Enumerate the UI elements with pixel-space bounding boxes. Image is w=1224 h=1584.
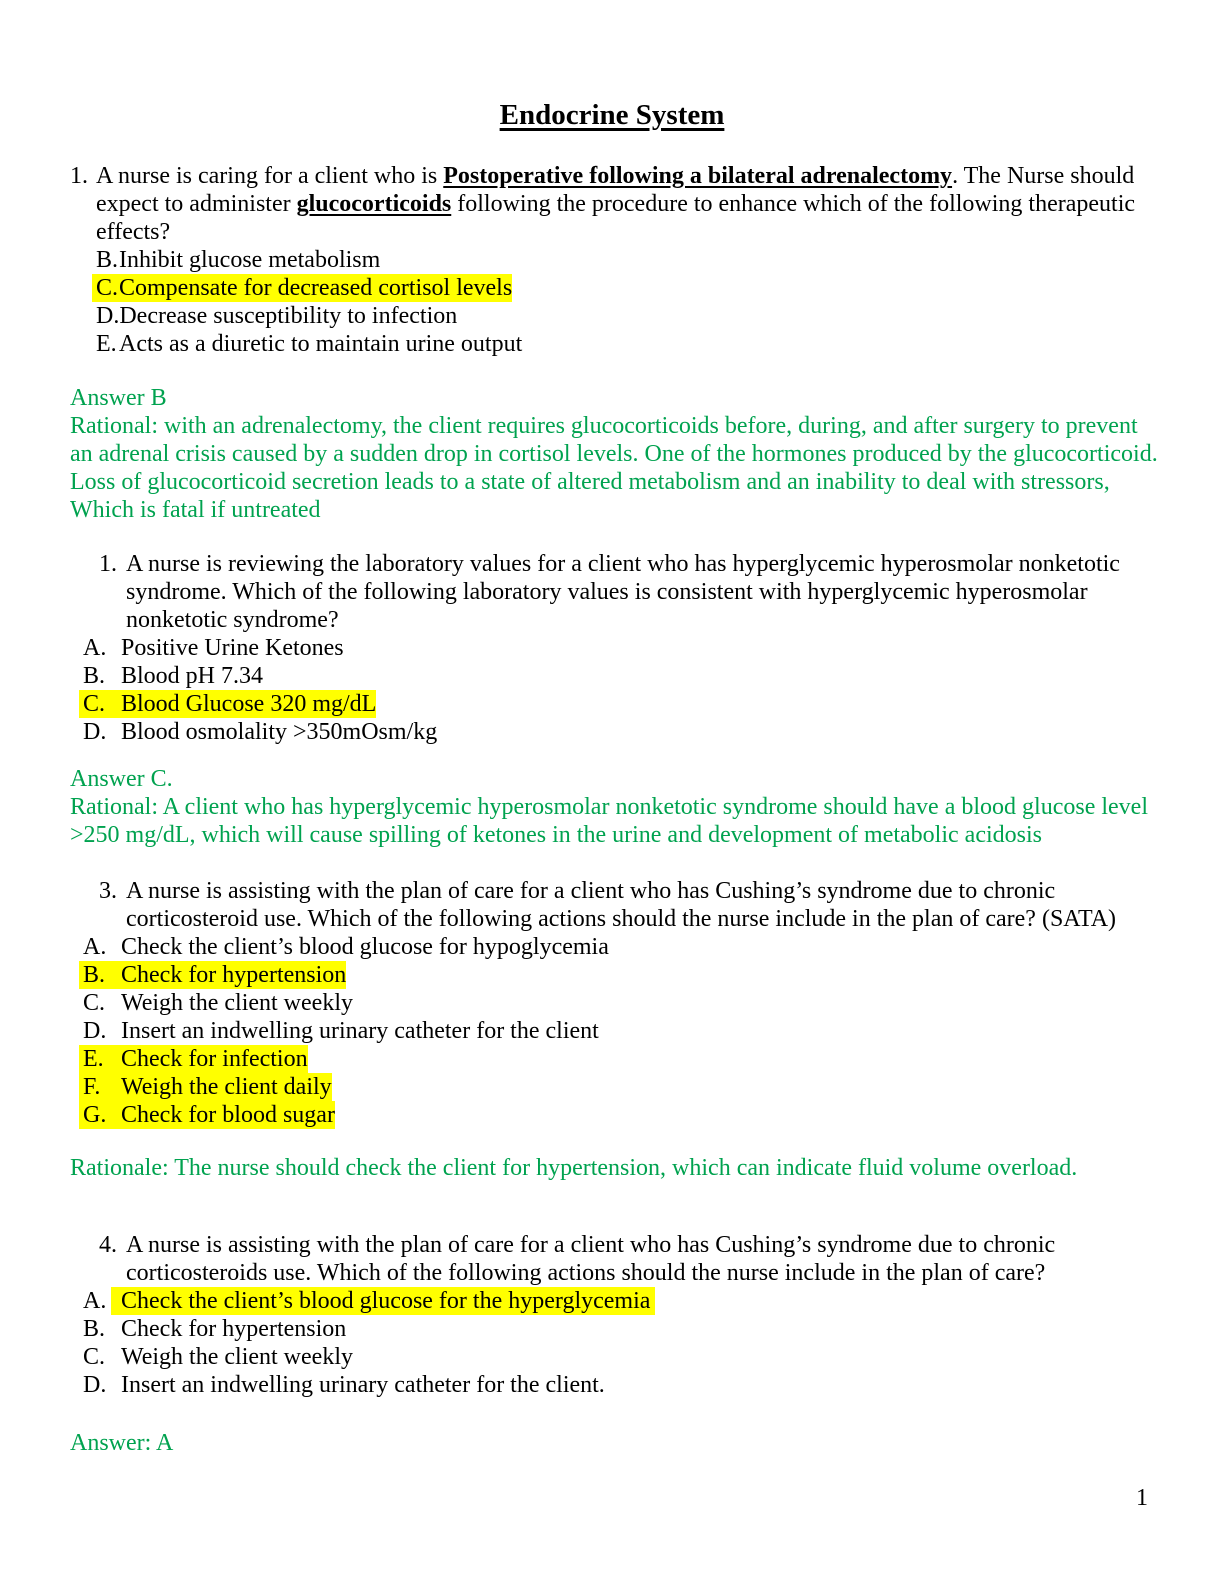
option-letter: B. [83,1316,106,1342]
option-letter: A. [83,1288,107,1314]
question-3-text: A nurse is assisting with the plan of care for a client who has Cushing’s syndrome due to chronic corticosteroid use. Which of the following actions should the nurse include in the plan of care? (SATA) [126,878,1117,932]
rationale-3 [70,1154,1160,1182]
question-4-options [83,1287,1157,1399]
option-text: Blood osmolality >350mOsm/kg [121,719,438,745]
option-row [83,718,1157,746]
question-1 [70,162,1156,358]
option-letter: A. [83,934,107,960]
question-3 [83,877,1157,1129]
option-letter: A. [83,635,107,661]
answer-2-label: Answer C. [70,766,173,792]
question-4 [83,1231,1157,1399]
q1-bold-underline-segment: Postoperative following a bilateral adrenalectomy [443,163,953,189]
page-title-text: Endocrine System [499,99,725,131]
option-row [83,961,1157,989]
question-2-number: 1. [99,551,117,577]
question-2-options [83,634,1157,746]
option-row [96,246,1156,274]
answer-2-rationale: Rational: A client who has hyperglycemic hyperosmolar nonketotic syndrome should have a blood glucose level >250 mg/dL, which will cause spilling of ketones in the urine and development of metabolic acidosis [70,794,1148,848]
question-2-row [99,550,1157,634]
answer-1-rationale: Rational: with an adrenalectomy, the client requires glucocorticoids before, during, and after surgery to prevent an adrenal crisis caused by a sudden drop in cortisol levels. One of the hormones produced by the glucocorticoid. Loss of glucocorticoid secretion leads to a state of altered metabolism and an inability to deal with stressors, Which is fatal if untreated [70,413,1158,523]
option-text: Inhibit glucose metabolism [119,247,381,273]
question-3-row [99,877,1157,933]
answer-2 [70,765,1160,849]
option-letter: E. [96,331,117,357]
q1-text-segment: following the procedure to enhance which of the following therapeutic effects? [96,191,1136,245]
option-letter: D. [83,1372,107,1398]
option-letter: G. [79,1101,121,1129]
option-text: Acts as a diuretic to maintain urine output [119,331,523,357]
option-text-highlighted: Check the client’s blood glucose for the hyperglycemia [111,1287,655,1315]
option-letter: C. [79,690,121,718]
option-text: Check for hypertension [121,1316,347,1342]
option-letter: B. [83,663,106,689]
question-2 [83,550,1157,746]
option-letter: D. [96,303,120,329]
option-text: Positive Urine Ketones [121,635,344,661]
option-row [83,1371,1157,1399]
option-row [83,1315,1157,1343]
question-3-options [83,933,1157,1129]
option-row [83,1343,1157,1371]
rationale-3-text: Rationale: The nurse should check the client for hypertension, which can indicate fluid volume overload. [70,1155,1078,1181]
answer-1-label: Answer B [70,385,167,411]
option-text-highlighted: Weigh the client daily [121,1074,332,1100]
q1-text-segment: A nurse is caring for a client who is [96,163,444,189]
option-row [96,302,1156,330]
page-number: 1 [1136,1485,1148,1511]
q1-bold-underline-segment: glucocorticoids [296,191,452,217]
option-row [83,662,1157,690]
option-text-highlighted: Check for infection [121,1046,308,1072]
option-text-highlighted: Check for blood sugar [121,1102,335,1128]
question-1-row [70,162,1156,246]
option-row [83,1017,1157,1045]
option-row [96,274,1156,302]
option-letter: B. [79,961,121,989]
option-row [96,330,1156,358]
question-2-text: A nurse is reviewing the laboratory values for a client who has hyperglycemic hyperosmolar nonketotic syndrome. Which of the following laboratory values is consistent with hyperglycemic hyperosmolar nonketotic syndrome? [126,551,1120,633]
option-row [83,1101,1157,1129]
answer-4 [70,1429,1160,1457]
option-row [83,1045,1157,1073]
option-letter: E. [79,1045,121,1073]
option-text: Insert an indwelling urinary catheter for the client. [121,1372,605,1398]
option-letter: C. [83,1344,106,1370]
option-letter: C. [83,990,106,1016]
option-text: Blood pH 7.34 [121,663,264,689]
option-text: Check the client’s blood glucose for hypoglycemia [121,934,609,960]
q1-text-segment: . The Nurse should expect to administer [96,163,1135,217]
question-1-options [96,246,1156,358]
option-row [83,933,1157,961]
option-letter: B. [96,247,119,273]
question-1-number: 1. [70,163,88,189]
question-1-text [96,162,1156,246]
option-text: Decrease susceptibility to infection [119,303,458,329]
option-row [83,690,1157,718]
question-3-number: 3. [99,878,117,904]
option-row [83,989,1157,1017]
option-row [83,634,1157,662]
question-4-row [99,1231,1157,1287]
option-letter: D. [83,1018,107,1044]
option-text-highlighted: Compensate for decreased cortisol levels [119,275,513,301]
option-text-highlighted: Check for hypertension [121,962,347,988]
option-text: Insert an indwelling urinary catheter for the client [121,1018,599,1044]
option-text-highlighted: Blood Glucose 320 mg/dL [121,691,377,717]
option-letter: C. [92,274,119,302]
option-letter: D. [83,719,107,745]
option-text: Weigh the client weekly [121,1344,353,1370]
option-row [83,1287,1157,1315]
option-row [83,1073,1157,1101]
page-title [0,0,1224,132]
option-text: Weigh the client weekly [121,990,353,1016]
answer-4-label: Answer: A [70,1430,174,1456]
question-4-number: 4. [99,1232,117,1258]
question-4-text: A nurse is assisting with the plan of care for a client who has Cushing’s syndrome due to chronic corticosteroids use. Which of the following actions should the nurse include in the plan of care? [126,1232,1056,1286]
option-letter: F. [79,1073,121,1101]
answer-1 [70,384,1160,524]
